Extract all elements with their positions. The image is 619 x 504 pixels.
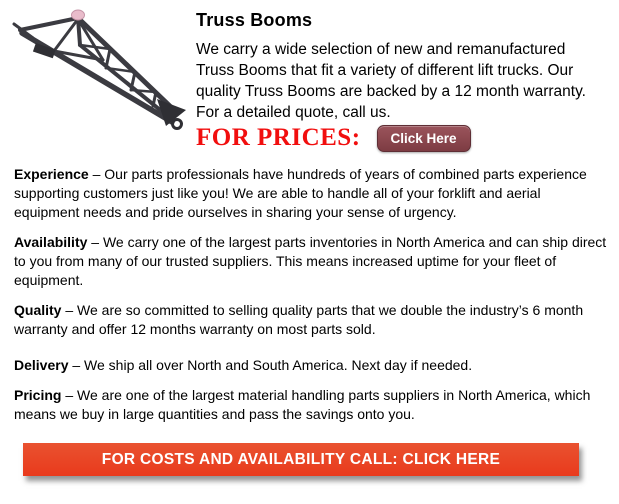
prices-row: [196, 124, 471, 152]
intro-paragraph: We carry a wide selection of new and remanufactured Truss Booms that fit a variety of different lift trucks. Our quality Truss Booms are backed by a 12 month warranty. For a detailed quote, call us.: [196, 41, 586, 121]
truss-boom-svg: [6, 0, 190, 136]
section-quality-paragraph: [14, 301, 608, 339]
footer-banner-label: FOR COSTS AND AVAILABILITY CALL: CLICK HERE: [101, 450, 501, 468]
section-pricing-text: – We are one of the largest material handling parts suppliers in North America, which means we buy in large quantities and pass the savings onto you.: [14, 387, 591, 422]
section-availability-text: – We carry one of the largest parts inventories in North America and can ship direct to you from many of our trusted suppliers. This means increased uptime for your fleet of equipment.: [14, 234, 607, 288]
truss-boom-image: [6, 0, 190, 136]
section-delivery-text: – We ship all over North and South America. Next day if needed.: [68, 357, 473, 373]
for-prices-label: FOR PRICES:: [196, 124, 361, 151]
click-here-button[interactable]: Click Here: [377, 125, 471, 152]
page-title: Truss Booms: [196, 10, 313, 30]
sections: [14, 165, 608, 435]
section-delivery-paragraph: [14, 356, 608, 375]
section-experience-paragraph: [14, 165, 608, 222]
section-delivery-label: Delivery: [14, 357, 69, 373]
section-experience-label: Experience: [14, 166, 89, 182]
section-experience-text: – Our parts professionals have hundreds of years of combined parts experience supporting customers just like you! We are able to handle all of your forklift and aerial equipment needs and pride ourselves in sharing your sense of urgency.: [14, 166, 587, 220]
section-pricing-paragraph: [14, 386, 608, 424]
section-availability-label: Availability: [14, 234, 88, 250]
section-pricing-label: Pricing: [14, 387, 62, 403]
section-quality-text: – We are so committed to selling quality parts that we double the industry’s 6 month warranty and offer 12 months warranty on most parts sold.: [14, 302, 584, 337]
section-quality-label: Quality: [14, 302, 62, 318]
footer-banner[interactable]: [23, 443, 579, 476]
hero-text: [196, 8, 598, 123]
section-availability-paragraph: [14, 233, 608, 290]
